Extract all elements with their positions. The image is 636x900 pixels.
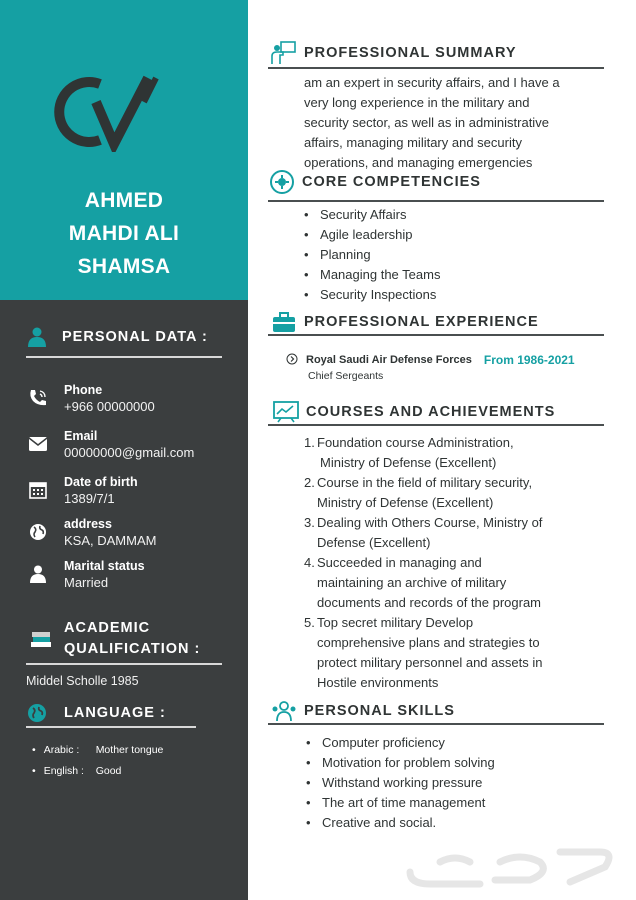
course-line: Succeeded in managing and [317, 555, 482, 570]
courses-list [304, 433, 604, 693]
courses-heading [272, 399, 555, 425]
person-icon [26, 562, 50, 586]
gear-cycle-icon [268, 169, 296, 195]
address-item [26, 516, 156, 549]
email-label: Email [64, 429, 98, 443]
list-item [304, 473, 604, 513]
marital-item [26, 558, 145, 591]
board-icon [272, 399, 300, 425]
personal-data-title: PERSONAL DATA : [62, 329, 208, 345]
academic-title-line: QUALIFICATION : [64, 641, 201, 657]
list-item: • The art of time management [306, 793, 495, 813]
language-name: English : [43, 765, 84, 777]
summary-line: affairs, managing military and security [304, 135, 522, 150]
skill: Computer proficiency [322, 735, 445, 750]
list-item: • Computer proficiency [306, 733, 495, 753]
course-line: Defense (Excellent) [317, 535, 431, 550]
email-item [26, 428, 194, 461]
skills-list [306, 733, 495, 833]
team-icon [270, 698, 298, 724]
skill: Creative and social. [322, 815, 437, 830]
skill: The art of time management [322, 795, 486, 810]
dob-value: 1389/7/1 [64, 491, 115, 506]
language-title: LANGUAGE : [64, 705, 166, 721]
name-line: MAHDI ALI [68, 222, 180, 245]
summary-line: very long experience in the military and [304, 95, 530, 110]
list-item: • Security Inspections [304, 285, 440, 305]
marital-label: Marital status [64, 559, 145, 573]
divider [268, 334, 604, 336]
name-line: AHMED [84, 189, 164, 212]
address-label: address [64, 517, 112, 531]
divider [26, 356, 222, 358]
cv-logo [52, 72, 172, 152]
bullet: • [32, 744, 36, 756]
skills-heading [270, 698, 455, 724]
experience-heading [270, 309, 539, 335]
summary-heading [270, 40, 517, 66]
phone-value[interactable]: +966 00000000 [64, 399, 155, 414]
experience-dates: From 1986-2021 [483, 352, 575, 367]
personal-data-heading [26, 326, 208, 348]
competency: Security Affairs [320, 207, 407, 222]
list-item: • Agile leadership [304, 225, 440, 245]
experience-org: Royal Saudi Air Defense Forces [306, 353, 472, 366]
dob-label: Date of birth [64, 475, 138, 489]
course-number: 1. [304, 435, 315, 450]
list-item [304, 613, 604, 693]
academic-heading [64, 618, 200, 660]
course-number: 5. [304, 615, 315, 630]
bullet: • [32, 765, 36, 777]
course-line: Top secret military Develop [317, 615, 474, 630]
name-line: SHAMSA [77, 255, 171, 278]
globe-icon [26, 520, 50, 544]
course-line: Hostile environments [317, 675, 439, 690]
email-value[interactable]: 00000000@gmail.com [64, 445, 195, 460]
skill: Withstand working pressure [322, 775, 483, 790]
competencies-list [304, 205, 440, 305]
phone-icon [26, 386, 50, 410]
watermark [400, 832, 620, 892]
skill: Motivation for problem solving [322, 755, 495, 770]
summary-line: am an expert in security affairs, and I have a [304, 75, 560, 90]
profile-header [0, 0, 248, 300]
experience-entry [286, 350, 606, 369]
academic-title-line: ACADEMIC [64, 620, 151, 636]
list-item [304, 513, 604, 553]
summary-line: security sector, as well as in administrative [304, 115, 549, 130]
course-number: 4. [304, 555, 315, 570]
calendar-icon [26, 478, 50, 502]
experience-role: Chief Sergeants [308, 370, 384, 382]
summary-line: operations, and managing emergencies [304, 155, 533, 170]
list-item: • Motivation for problem solving [306, 753, 495, 773]
summary-title: PROFESSIONAL SUMMARY [304, 45, 517, 61]
globe-icon [26, 702, 48, 724]
competency: Agile leadership [320, 227, 413, 242]
dob-item [26, 474, 138, 507]
experience-title: PROFESSIONAL EXPERIENCE [304, 314, 539, 330]
course-line: protect military personnel and assets in [317, 655, 543, 670]
person-icon [26, 326, 48, 348]
language-item [32, 744, 163, 756]
competency: Security Inspections [320, 287, 437, 302]
course-line: Foundation course Administration, [317, 435, 514, 450]
competencies-heading [268, 169, 481, 195]
list-item: • Creative and social. [306, 813, 495, 833]
books-icon [30, 630, 52, 652]
divider [26, 663, 222, 665]
person-name [0, 184, 248, 283]
language-level: Mother tongue [95, 744, 164, 756]
list-item [304, 553, 604, 613]
presenter-icon [270, 40, 298, 66]
divider [268, 723, 604, 725]
divider [268, 67, 604, 69]
list-item [304, 433, 604, 473]
course-line: Dealing with Others Course, Ministry of [317, 515, 543, 530]
summary-text [304, 73, 604, 173]
list-item: • Planning [304, 245, 440, 265]
language-heading [26, 702, 166, 724]
course-line: Ministry of Defense (Excellent) [320, 455, 497, 470]
address-value: KSA, DAMMAM [64, 533, 157, 548]
course-line: documents and records of the program [317, 595, 542, 610]
course-line: maintaining an archive of military [317, 575, 507, 590]
list-item: • Withstand working pressure [306, 773, 495, 793]
list-item: • Security Affairs [304, 205, 440, 225]
course-number: 3. [304, 515, 315, 530]
competency: Managing the Teams [320, 267, 441, 282]
language-name: Arabic : [43, 744, 80, 756]
competencies-title: CORE COMPETENCIES [302, 174, 481, 190]
list-item: • Managing the Teams [304, 265, 440, 285]
marital-value: Married [64, 575, 109, 590]
divider [26, 726, 196, 728]
email-icon [26, 432, 50, 456]
academic-value: Middel Scholle 1985 [26, 674, 139, 688]
courses-title: COURSES AND ACHIEVEMENTS [306, 404, 556, 420]
language-level: Good [95, 765, 122, 777]
divider [268, 424, 604, 426]
phone-item [26, 382, 155, 415]
briefcase-icon [270, 309, 298, 335]
skills-title: PERSONAL SKILLS [304, 703, 455, 719]
course-number: 2. [304, 475, 315, 490]
competency: Planning [320, 247, 371, 262]
language-item [32, 765, 121, 777]
course-line: comprehensive plans and strategies to [317, 635, 540, 650]
left-column [0, 0, 248, 900]
divider [268, 200, 604, 202]
course-line: Course in the field of military security, [317, 475, 533, 490]
course-line: Ministry of Defense (Excellent) [317, 495, 494, 510]
arrow-circle-icon [286, 350, 298, 369]
phone-label: Phone [64, 383, 103, 397]
